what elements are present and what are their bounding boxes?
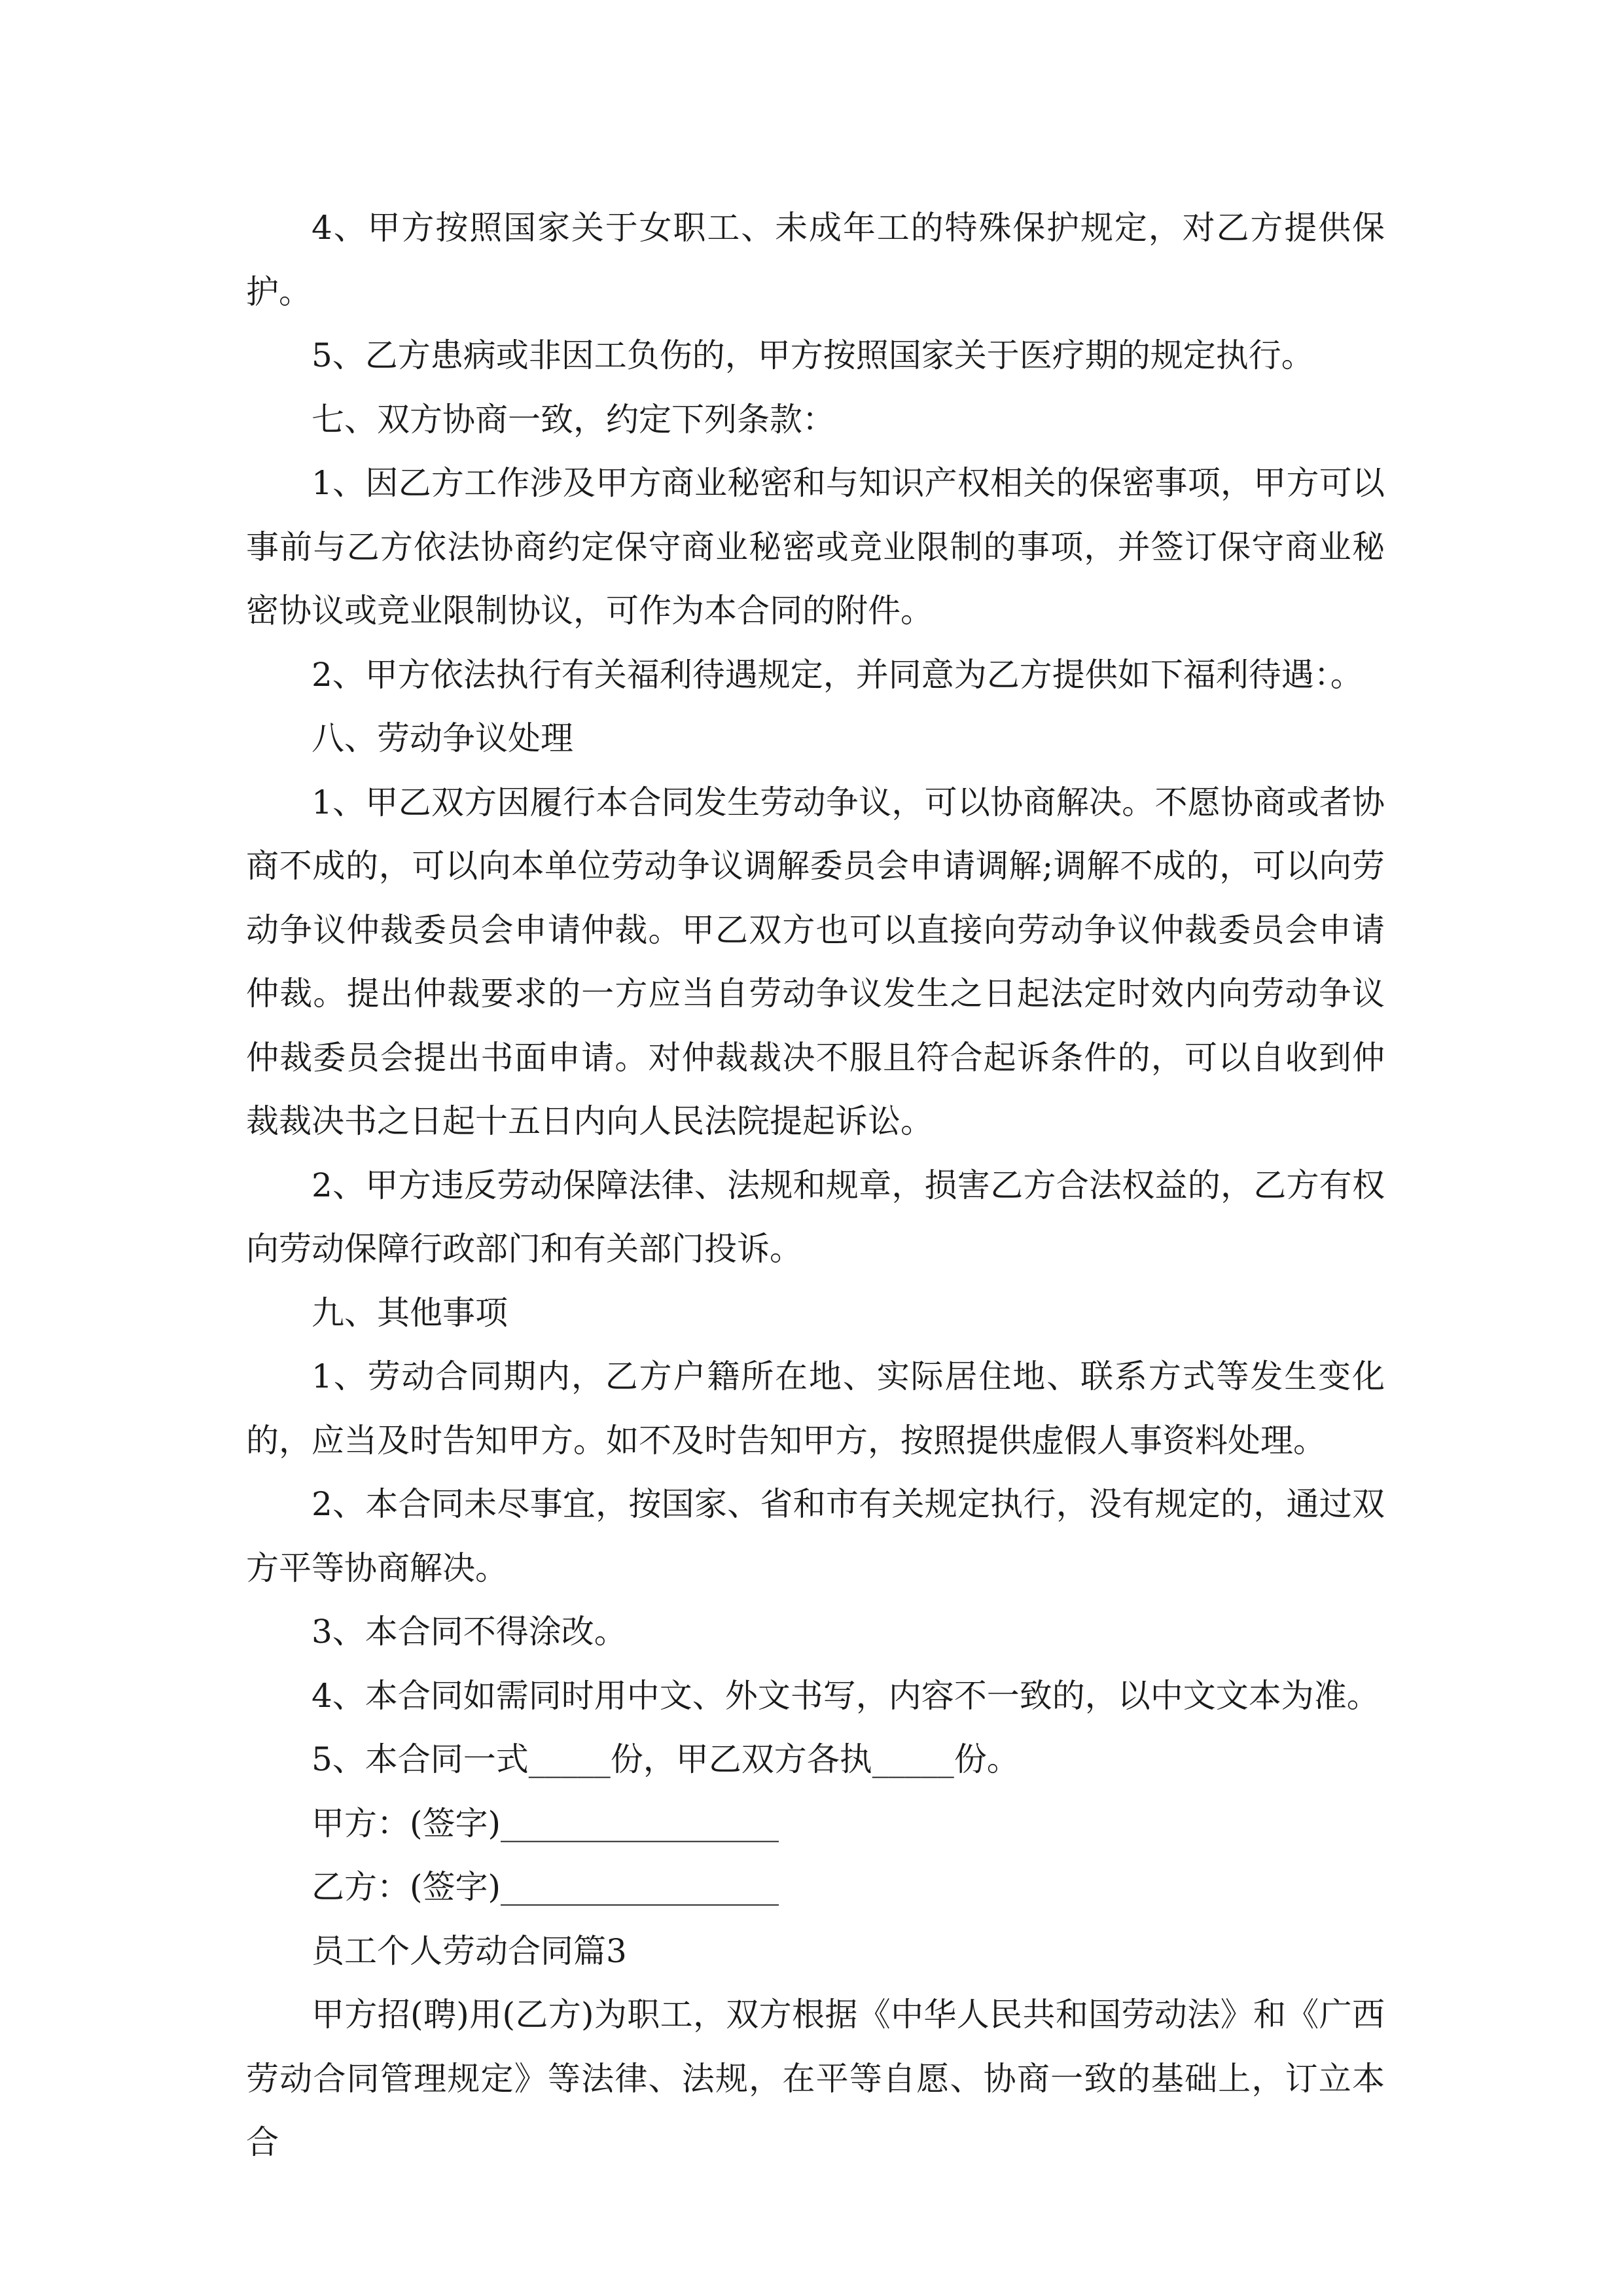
section-8-heading: 八、劳动争议处理	[312, 719, 573, 757]
clause-8-1-dispute: 1、甲乙双方因履行本合同发生劳动争议，可以协商解决。不愿协商或者协商不成的，可以向本单位劳动争议调解委员会申请调解;调解不成的，可以向劳动争议仲裁委员会申请仲裁。甲乙双方也可以直接向劳动争议仲裁委员会申请仲裁。提出仲裁要求的一方应当自劳动争议发生之日起法定时效内向劳动争议仲裁委员会提出书面申请。对仲裁裁决不服且符合起诉条件的，可以自收到仲裁裁决书之日起十五日内向人民法院提起诉讼。	[246, 783, 1385, 1140]
clause-9-4-language: 4、本合同如需同时用中文、外文书写，内容不一致的，以中文文本为准。	[312, 1676, 1380, 1715]
clause-7-2-welfare: 2、甲方依法执行有关福利待遇规定，并同意为乙方提供如下福利待遇：。	[312, 655, 1363, 694]
clause-9-3-no-alteration: 3、本合同不得涂改。	[312, 1613, 627, 1651]
clause-4-protection: 4、甲方按照国家关于女职工、未成年工的特殊保护规定，对乙方提供保护。	[246, 209, 1385, 311]
clause-9-1-changes: 1、劳动合同期内，乙方户籍所在地、实际居住地、联系方式等发生变化的，应当及时告知甲方。如不及时告知甲方，按照提供虚假人事资料处理。	[246, 1357, 1385, 1460]
party-b-signature-line: 乙方：(签字)_________________	[312, 1868, 779, 1906]
clause-7-1-confidentiality: 1、因乙方工作涉及甲方商业秘密和与知识产权相关的保密事项，甲方可以事前与乙方依法协商约定保守商业秘密或竞业限制的事项，并签订保守商业秘密协议或竞业限制协议，可作为本合同的附件。	[246, 464, 1385, 630]
clause-9-5-copies: 5、本合同一式_____份，甲乙双方各执_____份。	[312, 1740, 1020, 1778]
contract-3-title: 员工个人劳动合同篇3	[312, 1931, 627, 1970]
document-body	[246, 196, 1385, 2175]
clause-5-medical-period: 5、乙方患病或非因工负伤的，甲方按照国家关于医疗期的规定执行。	[312, 336, 1314, 374]
contract-3-preamble: 甲方招(聘)用(乙方)为职工，双方根据《中华人民共和国劳动法》和《广西劳动合同管理规定》等法律、法规，在平等自愿、协商一致的基础上，订立本合	[246, 1996, 1385, 2161]
section-7-heading: 七、双方协商一致，约定下列条款：	[312, 400, 835, 439]
clause-8-2-complaint: 2、甲方违反劳动保障法律、法规和规章，损害乙方合法权益的，乙方有权向劳动保障行政部门和有关部门投诉。	[246, 1166, 1385, 1268]
party-a-signature-line: 甲方：(签字)_________________	[312, 1804, 779, 1842]
section-9-heading: 九、其他事项	[312, 1293, 508, 1332]
clause-9-2-unspecified: 2、本合同未尽事宜，按国家、省和市有关规定执行，没有规定的，通过双方平等协商解决。	[246, 1485, 1385, 1587]
